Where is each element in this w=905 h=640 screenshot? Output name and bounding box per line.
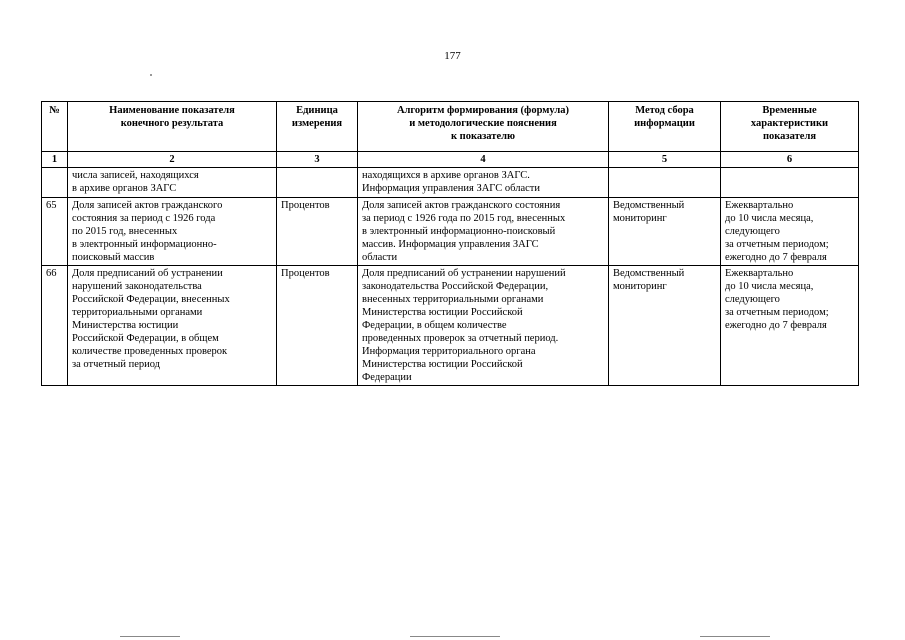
header-unit: Единица измерения: [277, 102, 358, 152]
header-number: №: [42, 102, 68, 152]
cell-unit: Процентов: [277, 266, 358, 386]
header-method: Метод сбора информации: [609, 102, 721, 152]
cell-method: Ведомственный мониторинг: [609, 266, 721, 386]
column-number: 4: [358, 152, 609, 168]
cell-number: [42, 168, 68, 198]
column-number: 1: [42, 152, 68, 168]
cell-unit: [277, 168, 358, 198]
cell-name: числа записей, находящихся в архиве органов ЗАГС: [68, 168, 277, 198]
cell-name: Доля записей актов гражданского состояния за период с 1926 года по 2015 год, внесенных в электронный информационно- поисковый массив: [68, 198, 277, 266]
cell-timing: [721, 168, 859, 198]
cell-method: Ведомственный мониторинг: [609, 198, 721, 266]
indicators-table: [41, 101, 859, 386]
header-indicator-name: Наименование показателя конечного результата: [68, 102, 277, 152]
page-number: 177: [444, 50, 461, 62]
cell-algorithm: Доля предписаний об устранении нарушений законодательства Российской Федерации, внесенных территориальными органами Министерства юстиции Российской Федерации, в общем количестве проведенных проверок за отчетный период. Информация территориального органа Министерства юстиции Российской Федерации: [358, 266, 609, 386]
cell-number: 66: [42, 266, 68, 386]
cell-algorithm: Доля записей актов гражданского состояния за период с 1926 года по 2015 год, внесенных в электронный информационно-поисковый массив. Информация управления ЗАГС области: [358, 198, 609, 266]
scan-edge-mark: [700, 636, 770, 637]
column-number-row: [42, 152, 859, 168]
scan-speck: [150, 74, 152, 76]
scan-edge-mark: [120, 636, 180, 637]
column-number: 5: [609, 152, 721, 168]
table-row: [42, 266, 859, 386]
scan-edge-mark: [410, 636, 500, 637]
cell-algorithm: находящихся в архиве органов ЗАГС. Информация управления ЗАГС области: [358, 168, 609, 198]
cell-timing: Ежеквартально до 10 числа месяца, следующего за отчетным периодом; ежегодно до 7 февраля: [721, 198, 859, 266]
header-algorithm: Алгоритм формирования (формула) и методологические пояснения к показателю: [358, 102, 609, 152]
header-timing: Временные характеристики показателя: [721, 102, 859, 152]
cell-method: [609, 168, 721, 198]
table-header-row: [42, 102, 859, 152]
table-row: [42, 198, 859, 266]
cell-number: 65: [42, 198, 68, 266]
column-number: 2: [68, 152, 277, 168]
cell-timing: Ежеквартально до 10 числа месяца, следующего за отчетным периодом; ежегодно до 7 февраля: [721, 266, 859, 386]
cell-unit: Процентов: [277, 198, 358, 266]
table-row-continuation: [42, 168, 859, 198]
cell-name: Доля предписаний об устранении нарушений законодательства Российской Федерации, внесенных территориальными органами Министерства юстиции Российской Федерации, в общем количестве проведенных проверок за отчетный период: [68, 266, 277, 386]
column-number: 3: [277, 152, 358, 168]
column-number: 6: [721, 152, 859, 168]
